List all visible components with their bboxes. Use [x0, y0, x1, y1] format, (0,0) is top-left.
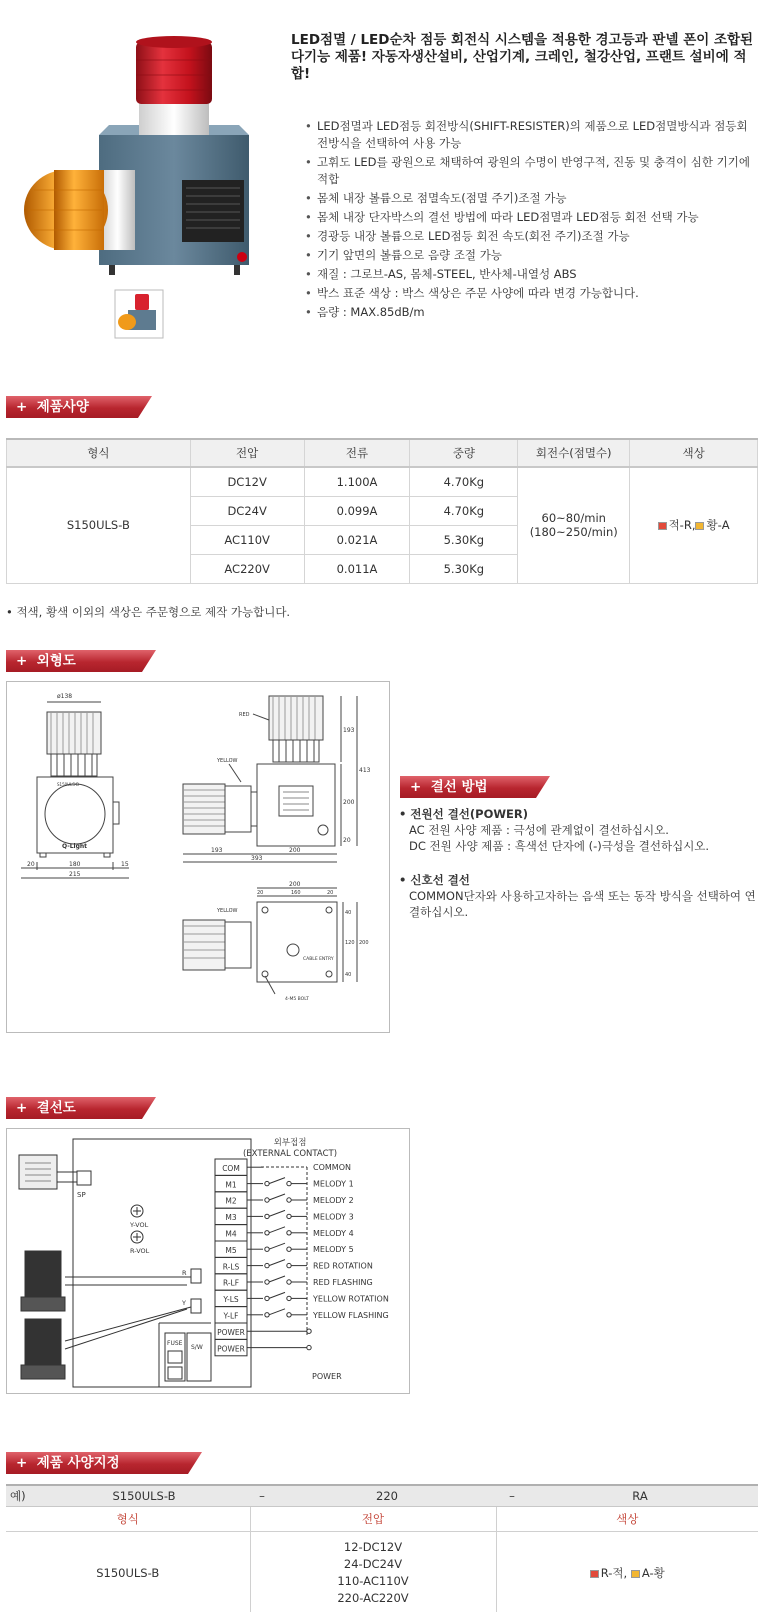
spec-current: 0.099A — [304, 496, 410, 525]
dim-label: ø138 — [57, 693, 73, 700]
terminal-label: Y-LS — [223, 1295, 239, 1305]
feature-item: • 고휘도 LED를 광원으로 채택하여 광원의 수명이 반영구적, 진동 및 충격이 심한 기기에 적합 — [305, 154, 755, 188]
svg-text:외부접점: 외부접점 — [273, 1138, 307, 1148]
designation-header: 색상 — [496, 1507, 758, 1531]
svg-text:S/W: S/W — [191, 1344, 203, 1351]
contact-point — [287, 1280, 291, 1284]
contact-label: MELODY 1 — [313, 1179, 354, 1189]
designation-voltages: 12-DC12V 24-DC24V 110-AC110V 220-AC220V — [250, 1531, 496, 1612]
contact-switch — [269, 1292, 285, 1298]
svg-text:R: R — [182, 1269, 187, 1277]
headline: LED점멸 / LED순차 점등 회전식 시스템을 적용한 경고등과 판넬 폰이 조합된 다기능 제품! 자동자생산설비, 산업기계, 크레인, 철강산업, 프랜트 설비에 적합! — [291, 32, 754, 82]
terminal-label: R-LS — [222, 1262, 240, 1272]
contact-switch — [269, 1178, 285, 1184]
terminal-label: M2 — [225, 1196, 237, 1206]
svg-text:FUSE: FUSE — [167, 1340, 183, 1347]
svg-text:193: 193 — [211, 847, 223, 854]
feature-item: • 경광등 내장 볼륨으로 LED점등 회전 속도(회전 주기)조절 가능 — [305, 228, 755, 245]
spec-voltage: DC12V — [190, 467, 304, 496]
designation-model: S150ULS-B — [6, 1531, 250, 1612]
contact-switch — [269, 1210, 285, 1216]
spec-header: 전압 — [190, 439, 304, 467]
svg-text:40: 40 — [345, 972, 352, 978]
svg-text:40: 40 — [345, 910, 352, 916]
svg-text:YELLOW: YELLOW — [217, 758, 238, 764]
signal-wiring-head: • 신호선 결선 — [399, 872, 761, 888]
contact-point — [287, 1231, 291, 1235]
terminal-label: M5 — [225, 1245, 237, 1255]
designation-table: 예) S150ULS-B – 220 – RA — [6, 1484, 758, 1507]
contact-switch — [269, 1243, 285, 1249]
contact-switch — [269, 1276, 285, 1282]
terminal-label: COM — [222, 1163, 240, 1173]
contact-label: YELLOW ROTATION — [313, 1294, 389, 1304]
amber-swatch-icon — [695, 522, 704, 530]
svg-text:CABLE ENTRY: CABLE ENTRY — [303, 957, 334, 962]
svg-text:413: 413 — [359, 767, 371, 774]
contact-point — [287, 1198, 291, 1202]
svg-text:215: 215 — [69, 871, 81, 878]
svg-text:20: 20 — [257, 890, 264, 896]
svg-text:120: 120 — [345, 940, 355, 946]
red-swatch-icon — [590, 1570, 599, 1578]
spec-header: 회전수(점멸수) — [518, 439, 630, 467]
terminal-block — [215, 1159, 389, 1356]
terminal-label: M4 — [225, 1229, 237, 1239]
power-wiring-ac: AC 전원 사양 제품 : 극성에 관계없이 결선하십시오. — [409, 823, 669, 837]
spec-voltage: DC24V — [190, 496, 304, 525]
contact-point — [265, 1280, 269, 1284]
svg-text:180: 180 — [69, 861, 81, 868]
terminal-label: Y-LF — [223, 1311, 239, 1321]
svg-text:20: 20 — [343, 837, 351, 844]
feature-item: • 박스 표준 색상 : 박스 색상은 주문 사양에 따라 변경 가능합니다. — [305, 285, 755, 302]
power-wiring-dc: DC 전원 사양 제품 : 흑색선 단자에 (-)극성을 결선하십시오. — [409, 839, 710, 853]
terminal-label: R-LF — [222, 1278, 240, 1288]
svg-text:160: 160 — [291, 890, 301, 896]
spec-weight: 5.30Kg — [410, 525, 518, 554]
svg-text:393: 393 — [251, 855, 263, 862]
contact-switch — [269, 1260, 285, 1266]
svg-text:Y-VOL: Y-VOL — [130, 1221, 149, 1229]
feature-item: • 기기 앞면의 볼륨으로 음량 조절 가능 — [305, 247, 755, 264]
spec-current: 0.021A — [304, 525, 410, 554]
wiring-method-text — [409, 806, 761, 920]
svg-text:R-VOL: R-VOL — [130, 1247, 150, 1255]
spec-current: 0.011A — [304, 554, 410, 583]
contact-label: YELLOW FLASHING — [313, 1310, 389, 1320]
spec-header: 중량 — [410, 439, 518, 467]
product-photo — [14, 20, 286, 350]
contact-label: COMMON — [313, 1163, 351, 1173]
section-header-designation: + 제품 사양지정 — [6, 1452, 202, 1474]
spec-weight: 5.30Kg — [410, 554, 518, 583]
section-header-spec: + 제품사양 — [6, 396, 152, 418]
contact-point — [287, 1263, 291, 1267]
spec-header: 전류 — [304, 439, 410, 467]
svg-text:15: 15 — [121, 861, 129, 868]
contact-switch — [269, 1194, 285, 1200]
example-voltage: 220 — [272, 1485, 502, 1506]
power-point — [307, 1345, 311, 1349]
contact-point — [265, 1296, 269, 1300]
section-header-wiring-method: + 결선 방법 — [400, 776, 550, 798]
svg-text:RED: RED — [239, 712, 250, 718]
terminal-label: M3 — [225, 1213, 237, 1223]
svg-text:Q-Light: Q-Light — [62, 843, 88, 850]
wiring-diagram — [6, 1128, 410, 1394]
contact-point — [265, 1198, 269, 1202]
spec-rotation: 60~80/min (180~250/min) — [518, 467, 630, 583]
outline-drawing — [6, 681, 390, 1033]
feature-item: • 재질 : 그로브-AS, 몸체-STEEL, 반사체-내열성 ABS — [305, 266, 755, 283]
contact-point — [287, 1296, 291, 1300]
spec-colors: 적-R, 황-A — [630, 467, 758, 583]
contact-point — [265, 1263, 269, 1267]
spec-voltage: AC220V — [190, 554, 304, 583]
spec-current: 1.100A — [304, 467, 410, 496]
contact-label: RED ROTATION — [313, 1261, 373, 1271]
contact-point — [265, 1181, 269, 1185]
svg-text:(EXTERNAL CONTACT): (EXTERNAL CONTACT) — [242, 1149, 338, 1159]
contact-point — [287, 1247, 291, 1251]
svg-text:YELLOW: YELLOW — [217, 908, 238, 914]
signal-wiring-text: COMMON단자와 사용하고자하는 음색 또는 동작 방식을 선택하여 연결하십시오. — [409, 889, 756, 919]
section-header-outline: + 외형도 — [6, 650, 156, 672]
designation-colors: R-적, A-황 — [496, 1531, 758, 1612]
example-model: S150ULS-B — [36, 1485, 252, 1506]
contact-point — [265, 1247, 269, 1251]
terminal-label: M1 — [225, 1180, 237, 1190]
spec-table — [6, 438, 758, 584]
designation-header: 형식 — [6, 1507, 250, 1531]
terminal-label: POWER — [217, 1344, 245, 1354]
spec-weight: 4.70Kg — [410, 467, 518, 496]
contact-point — [287, 1181, 291, 1185]
contact-switch — [269, 1309, 285, 1315]
contact-point — [265, 1214, 269, 1218]
feature-item: • 몸체 내장 볼륨으로 점멸속도(점멸 주기)조절 가능 — [305, 190, 755, 207]
contact-switch — [269, 1227, 285, 1233]
svg-text:200: 200 — [289, 847, 301, 854]
contact-label: MELODY 4 — [313, 1228, 354, 1238]
contact-point — [265, 1231, 269, 1235]
section-header-wiring-diagram: + 결선도 — [6, 1097, 156, 1119]
amber-swatch-icon — [631, 1570, 640, 1578]
contact-label: RED FLASHING — [313, 1278, 373, 1287]
svg-text:200: 200 — [359, 940, 369, 946]
svg-text:200: 200 — [343, 799, 355, 806]
feature-item: • LED점멸과 LED점등 회전방식(SHIFT-RESISTER)의 제품으로 LED점멸방식과 점등회전방식을 선택하여 사용 가능 — [305, 118, 755, 152]
svg-text:20: 20 — [327, 890, 334, 896]
spec-header: 형식 — [7, 439, 191, 467]
contact-point — [287, 1313, 291, 1317]
svg-text:193: 193 — [343, 727, 355, 734]
svg-text:20: 20 — [27, 861, 35, 868]
spec-model: S150ULS-B — [7, 467, 191, 583]
contact-point — [265, 1313, 269, 1317]
contact-label: MELODY 5 — [313, 1245, 354, 1255]
svg-text:200: 200 — [289, 881, 301, 888]
designation-header: 전압 — [250, 1507, 496, 1531]
svg-text:S150ULS-B: S150ULS-B — [57, 782, 79, 787]
designation-detail-table — [6, 1507, 758, 1612]
svg-text:POWER: POWER — [312, 1372, 342, 1381]
feature-item: • 음량 : MAX.85dB/m — [305, 304, 755, 321]
svg-text:SP: SP — [77, 1191, 86, 1199]
power-wiring-head: • 전원선 결선(POWER) — [399, 806, 761, 822]
contact-label: MELODY 3 — [313, 1212, 354, 1222]
terminal-label: POWER — [217, 1327, 245, 1337]
feature-list — [305, 118, 755, 323]
svg-text:Y: Y — [182, 1299, 186, 1307]
feature-item: • 몸체 내장 단자박스의 결선 방법에 따라 LED점멸과 LED점등 회전 선택 가능 — [305, 209, 755, 226]
example-label: 예) — [6, 1485, 36, 1506]
example-color: RA — [522, 1485, 758, 1506]
svg-text:4-M5 BOLT: 4-M5 BOLT — [285, 997, 309, 1002]
contact-label: MELODY 2 — [313, 1196, 354, 1205]
spec-header: 색상 — [630, 439, 758, 467]
spec-note: • 적색, 황색 이외의 색상은 주문형으로 제작 가능합니다. — [6, 605, 291, 619]
spec-weight: 4.70Kg — [410, 496, 518, 525]
red-swatch-icon — [658, 522, 667, 530]
contact-point — [287, 1214, 291, 1218]
spec-voltage: AC110V — [190, 525, 304, 554]
